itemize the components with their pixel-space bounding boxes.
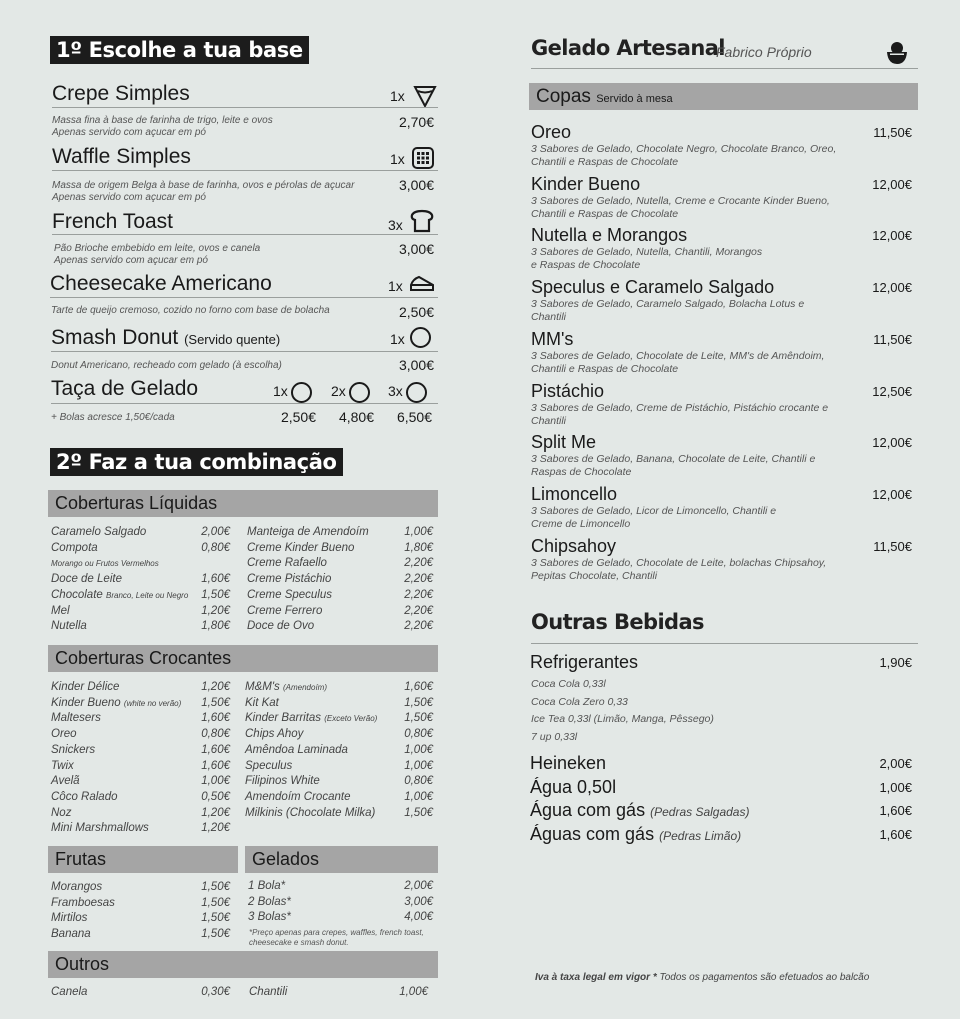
menu-item-price: 1,50€ [201,696,230,709]
menu-item-label: Côco Ralado [51,790,118,803]
menu-item-name [247,604,322,620]
menu-item-name [51,743,95,759]
menu-item-price: 1,60€ [201,573,230,586]
menu-item-name [51,525,146,541]
footer-bold: Iva à taxa legal em vigor * [535,972,657,983]
item-toast-desc: Pão Brioche embebido em leite, ovos e canela [54,243,261,254]
divider [52,234,438,235]
drink-name [530,776,616,798]
waffle-icon [411,146,435,170]
drink-price: 1,60€ [879,803,912,818]
menu-item-sub: (white no verão) [123,698,182,708]
drink-label: Heineken [530,753,607,773]
taca-qty-2 [331,381,370,403]
copa-desc-2: e Raspas de Chocolate [531,259,641,272]
menu-item-price: 1,20€ [201,806,230,819]
menu-item-name [245,759,292,775]
item-donut-price: 3,00€ [398,357,434,373]
outros-header: Outros [48,951,438,978]
copa-name: Oreo [531,122,572,142]
menu-item-price: 1,50€ [404,696,433,709]
outros-price: 0,30€ [201,986,230,998]
menu-item-name [245,711,377,727]
copa-desc: 3 Sabores de Gelado, Licor de Limoncello, Chantili e [531,504,777,517]
menu-item-price: 1,00€ [404,759,433,772]
menu-item-price: 1,50€ [201,881,230,893]
menu-item-label: Mini Marshmallows [51,822,149,835]
scoop-icon [406,382,427,403]
menu-item-name [51,927,91,943]
gelados-note: *Preço apenas para crepes, waffles, french toast, [249,928,424,937]
copa-name: Pistáchio [531,380,605,401]
item-waffle-price: 3,00€ [398,177,434,193]
item-crepe-name: Crepe Simples [52,82,190,105]
menu-item-price: 1,00€ [404,790,433,803]
taca-name: Taça de Gelado [51,377,199,400]
menu-item-price: 1,20€ [201,681,230,693]
copa-name: Nutella e Morangos [531,225,688,246]
copa-price: 12,00€ [872,486,912,502]
item-waffle-qty: 1x [390,151,405,167]
menu-item-label: Creme Speculus [247,588,333,601]
menu-item-label: Nutella [51,620,87,633]
item-donut-label: Smash Donut [51,326,179,349]
menu-item-price: 4,00€ [404,911,433,924]
menu-item-name [51,759,74,775]
donut-icon [410,327,431,348]
menu-item-name [51,572,122,588]
menu-item-label: Mirtilos [51,912,88,925]
taca-price-3: 6,50€ [396,409,432,425]
menu-item-name [51,790,117,806]
taca-price-1: 2,50€ [280,409,316,425]
menu-item-sub: Branco, Leite ou Negro [106,590,189,600]
taca-qty-3 [388,381,427,403]
menu-item-label: Doce de Leite [51,573,122,586]
menu-item-label: Mel [51,604,70,617]
menu-item-price: 0,50€ [201,790,230,803]
menu-item-name [247,619,314,635]
item-toast-desc-2: Apenas servido com açucar em pó [54,255,208,266]
copa-desc: 3 Sabores de Gelado, Nutella, Chantili, Morangos [531,246,763,259]
refri-item: Ice Tea 0,33l (Limão, Manga, Pêssego) [531,713,714,726]
menu-item-sub: (Amendoím) [282,683,327,692]
item-cheesecake-name: Cheesecake Americano [50,272,272,295]
menu-item-price: 3,00€ [404,895,433,908]
menu-item-label: Oreo [51,728,77,741]
menu-item-name [51,774,80,790]
menu-item-name [51,911,87,927]
drink-label: Águas com gás [530,823,655,844]
menu-item-name [51,880,102,896]
menu-item-label: Creme Ferrero [247,604,323,617]
copa-desc: 3 Sabores de Gelado, Nutella, Creme e Crocante Kinder Bueno, [531,194,830,207]
menu-item-name [247,588,332,604]
item-crepe-qty: 1x [390,88,405,104]
menu-item-name [245,806,375,822]
divider [531,68,918,69]
copa-desc: 3 Sabores de Gelado, Caramelo Salgado, Bolacha Lotus e [531,298,805,311]
taca-price-2: 4,80€ [338,409,374,425]
item-donut-desc: Donut Americano, recheado com gelado (à escolha) [51,360,282,371]
menu-item-name [248,895,291,911]
menu-item-label: Morangos [51,881,103,893]
menu-item-label: Creme Kinder Bueno [247,541,355,554]
outros-price: 1,00€ [399,986,428,998]
divider [531,643,918,644]
copa-name: Speculus e Caramelo Salgado [531,277,775,298]
refri-item: Coca Cola 0,33l [531,678,606,690]
menu-item-name [51,821,149,837]
menu-item-name [248,879,285,895]
crocantes-header: Coberturas Crocantes [48,645,438,672]
gelados-note-2: cheesecake e smash donut. [249,938,349,947]
copa-name: Limoncello [531,483,618,504]
menu-item-label: Milkinis (Chocolate Milka) [245,806,376,819]
menu-item-label: Kit Kat [245,696,279,709]
copa-price: 12,00€ [872,435,912,451]
item-cheesecake-price: 2,50€ [398,304,434,320]
menu-item-name [51,556,159,572]
copa-desc-2: Raspas de Chocolate [531,466,632,479]
menu-item-label: M&M's [245,681,280,693]
outros-item: Chantili [249,986,288,998]
taca-qty-2-label: 2x [331,383,346,399]
copa-price: 12,50€ [872,383,912,399]
divider [50,297,438,298]
divider [51,351,438,352]
menu-item-price: 1,60€ [404,681,433,693]
section-1-title: 1º Escolhe a tua base [50,36,309,64]
item-toast-qty: 3x [388,217,403,233]
menu-item-label: Kinder Délice [51,681,120,693]
menu-item-name [51,711,101,727]
menu-item-label: 2 Bolas* [248,895,291,908]
copas-note: Servido à mesa [596,93,673,105]
menu-item-name [247,556,327,572]
menu-item-label: Banana [51,928,91,941]
scoop-icon [349,382,370,403]
copa-price: 12,00€ [872,228,912,244]
divider [52,170,438,171]
menu-item-price: 1,60€ [201,712,230,725]
menu-item-price: 1,00€ [404,743,433,756]
menu-item-label: Kinder Barritas [245,712,322,725]
item-toast-name: French Toast [52,210,174,233]
menu-item-name [51,680,119,696]
copas-header [529,83,918,110]
menu-item-price: 1,60€ [201,759,230,772]
menu-item-name [245,774,320,790]
menu-item-label: Caramelo Salgado [51,526,147,538]
menu-item-price: 1,00€ [404,526,433,538]
menu-item-name [245,790,350,806]
menu-item-label: Maltesers [51,712,101,725]
copas-title: Copas [536,86,591,107]
refri-price: 1,90€ [879,655,912,670]
item-crepe-desc: Massa fina à base de farinha de trigo, leite e ovos [52,115,273,126]
drink-name [530,823,741,847]
frutas-header: Frutas [48,846,238,873]
menu-item-price: 2,20€ [404,573,433,586]
menu-item-label: Compota [51,541,98,554]
crepe-icon [413,84,437,108]
menu-item-price: 1,50€ [404,712,433,725]
drink-price: 1,00€ [879,779,912,795]
menu-item-name [51,727,77,743]
menu-item-label: Snickers [51,743,96,756]
copa-desc: 3 Sabores de Gelado, Chocolate de Leite, MM's de Amêndoim, [531,349,825,362]
menu-item-price: 1,50€ [201,928,230,941]
item-toast-price: 3,00€ [398,241,434,257]
copa-desc-2: Chantili e Raspas de Chocolate [531,362,679,375]
menu-item-label: Creme Pistáchio [247,573,332,586]
copa-desc-2: Creme de Limoncello [531,517,631,530]
ice-cream-bowl-icon [885,40,909,66]
liquidas-header: Coberturas Líquidas [48,490,438,517]
menu-item-name [245,696,279,712]
item-crepe-desc-2: Apenas servido com açucar em pó [52,127,206,138]
item-cheesecake-qty: 1x [388,278,403,294]
refri-item: Coca Cola Zero 0,33 [531,695,628,708]
gelado-title: Gelado Artesanal [531,36,725,60]
menu-item-price: 1,50€ [201,912,230,925]
menu-item-label: Amendoím Crocante [245,790,351,803]
taca-qty-1 [273,381,312,403]
menu-item-label: Manteiga de Amendoím [247,526,369,538]
drink-price: 2,00€ [879,756,912,771]
menu-item-price: 2,00€ [404,880,433,892]
outros-item: Canela [51,986,88,998]
gelado-subtitle: Fabrico Próprio [716,44,812,60]
copa-desc-2: Chantili e Raspas de Chocolate [531,207,679,220]
menu-item-name [245,680,327,696]
menu-item-label: Framboesas [51,896,115,909]
menu-item-label: Avelã [51,775,80,788]
drink-name [530,799,749,823]
taca-qty-1-label: 1x [273,383,288,399]
copa-desc-2: Pepitas Chocolate, Chantili [531,569,658,582]
toast-icon [410,209,434,233]
menu-item-price: 1,20€ [201,822,230,835]
menu-item-price: 1,50€ [404,806,433,819]
menu-item-price: 1,00€ [201,775,230,788]
menu-item-label: Speculus [245,759,293,772]
menu-item-price: 0,80€ [404,775,433,788]
menu-item-label: Doce de Ovo [247,620,315,633]
menu-item-label: 1 Bola* [248,880,286,892]
menu-item-name [245,743,348,759]
menu-item-name [51,604,70,620]
menu-item-price: 1,60€ [201,743,230,756]
menu-item-price: 1,20€ [201,604,230,617]
copa-name: Kinder Bueno [531,173,641,194]
item-cheesecake-desc: Tarte de queijo cremoso, cozido no forno com base de bolacha [51,305,330,316]
item-waffle-desc-2: Apenas servido com açucar em pó [52,192,206,203]
footer-note [535,972,869,983]
copa-name: Chipsahoy [531,535,617,556]
menu-item-price: 1,50€ [201,588,230,601]
menu-item-price: 0,80€ [201,541,230,554]
taca-qty-3-label: 3x [388,383,403,399]
menu-item-label: Noz [51,806,72,819]
menu-item-price: 1,50€ [201,896,230,909]
menu-item-price: 2,20€ [404,588,433,601]
menu-item-price: 2,00€ [201,526,230,538]
menu-item-name [247,572,331,588]
copa-price: 12,00€ [872,280,912,296]
menu-item-name [247,525,369,541]
menu-item-name [248,910,291,926]
item-donut-name [51,326,280,352]
menu-item-name [51,696,181,712]
copa-desc-2: Chantili e Raspas de Chocolate [531,156,679,168]
menu-item-label: Chocolate [51,588,103,601]
menu-item-sub: (Exceto Verão) [324,714,378,724]
copa-desc: 3 Sabores de Gelado, Banana, Chocolate de Leite, Chantili e [531,453,816,466]
menu-item-name [51,541,98,557]
section-2-title: 2º Faz a tua combinação [50,448,343,476]
item-crepe-price: 2,70€ [398,114,434,130]
copa-price: 11,50€ [873,538,912,554]
copa-desc: 3 Sabores de Gelado, Chocolate Negro, Chocolate Branco, Oreo, [531,143,837,155]
menu-item-name [51,896,115,912]
divider [52,107,438,108]
divider [51,403,438,404]
drink-label: Água com gás [530,800,646,820]
drink-note: (Pedras Salgadas) [650,805,750,819]
menu-item-price: 0,80€ [404,728,433,741]
copa-desc: 3 Sabores de Gelado, Chocolate de Leite, bolachas Chipsahoy, [531,556,827,569]
drink-price: 1,60€ [879,826,912,842]
refri-name: Refrigerantes [530,652,639,672]
taca-desc: + Bolas acresce 1,50€/cada [51,412,175,423]
menu-item-price: 2,20€ [404,620,433,633]
copa-desc-2: Chantili [531,414,567,427]
menu-item-price: 2,20€ [404,604,433,617]
menu-item-price: 0,80€ [201,728,230,741]
scoop-icon [291,382,312,403]
menu-item-price: 1,80€ [201,620,230,633]
item-donut-qty: 1x [390,331,405,347]
copa-price: 12,00€ [872,176,912,192]
item-donut-note: (Servido quente) [184,332,281,347]
menu-item-label: 3 Bolas* [248,911,291,924]
refri-item: 7 up 0,33l [531,731,578,744]
copa-name: MM's [531,328,574,349]
copa-desc: 3 Sabores de Gelado, Creme de Pistáchio, Pistáchio crocante e [531,401,829,414]
cheesecake-icon [409,274,435,294]
item-waffle-desc: Massa de origem Belga à base de farinha, ovos e pérolas de açucar [52,180,355,191]
gelados-header: Gelados [245,846,438,873]
copa-desc-2: Chantili [531,311,567,324]
drink-label: Água 0,50l [530,776,617,797]
menu-item-label: Kinder Bueno [51,696,121,709]
copa-price: 11,50€ [873,331,912,347]
menu-item-name [247,541,354,557]
menu-item-label: Morango ou Frutos Vermelhos [51,559,159,569]
menu-item-name [245,727,303,743]
footer-rest: Todos os pagamentos são efetuados ao balcão [656,972,870,983]
menu-item-name [51,806,71,822]
menu-item-label: Filipinos White [245,775,320,788]
menu-item-name [51,588,188,604]
menu-item-label: Twix [51,759,74,772]
copa-name: Split Me [531,432,597,453]
menu-item-label: Creme Rafaello [247,557,327,570]
menu-item-label: Chips Ahoy [245,728,304,741]
menu-item-label: Amêndoa Laminada [245,743,348,756]
copa-price: 11,50€ [873,125,912,140]
menu-item-price: 2,20€ [404,557,433,570]
menu-item-name [51,619,87,635]
drink-note: (Pedras Limão) [659,828,742,843]
menu-item-price: 1,80€ [404,541,433,554]
drink-name [530,752,606,774]
item-waffle-name: Waffle Simples [52,145,191,168]
bebidas-title: Outras Bebidas [531,610,704,634]
